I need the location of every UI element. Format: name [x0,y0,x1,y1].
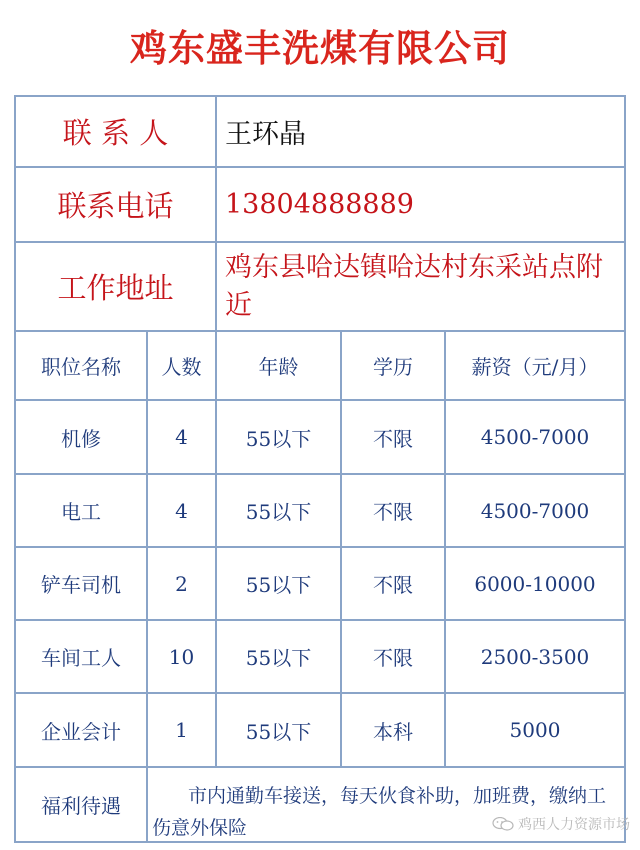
table-row-position: 企业会计 [41,719,121,744]
watermark-text: 鸡西人力资源市场 [518,817,630,833]
table-row-position: 机修 [61,426,101,451]
source-watermark [492,814,630,834]
table-row-salary: 4500-7000 [480,425,590,449]
header-count: 人数 [161,355,202,379]
header-age: 年龄 [258,355,299,379]
header-salary: 薪资（元/月） [471,355,599,379]
table-row-salary: 6000-10000 [474,571,596,596]
table-row-age: 55以下 [245,646,312,670]
table-row-count: 4 [175,425,188,449]
header-education: 学历 [373,355,413,379]
table-row-position: 车间工人 [41,646,121,670]
table-row-age: 55以下 [245,719,312,744]
table-row-salary: 5000 [509,718,561,742]
table-row-count: 4 [175,498,188,523]
table-row-education: 不限 [373,646,413,670]
table-row-age: 55以下 [245,426,312,451]
table-row-education: 不限 [373,426,413,451]
wechat-icon [492,817,514,831]
address-label: 工作地址 [57,271,174,305]
table-row-education: 本科 [373,719,413,744]
company-title: 鸡东盛丰洗煤有限公司 [130,27,510,70]
table-row-count: 10 [168,644,195,669]
grid-line [624,95,626,843]
table-row-salary: 2500-3500 [480,644,590,669]
header-position: 职位名称 [41,355,121,379]
table-row-salary: 4500-7000 [480,498,590,523]
phone-value: 13804888889 [225,188,414,220]
table-row-education: 不限 [373,500,413,524]
contact-person-label: 联 系 人 [62,116,169,150]
table-row-count: 2 [175,571,188,596]
recruitment-table [14,95,626,843]
table-row-position: 铲车司机 [41,573,121,597]
table-row-age: 55以下 [245,573,312,597]
address-value: 鸡东县哈达镇哈达村东采站点附近 [225,251,603,321]
benefits-value: 市内通勤车接送，每天伙食补助，加班费，缴纳工伤意外保险 [152,785,607,839]
benefits-label: 福利待遇 [41,794,121,818]
table-row-count: 1 [175,718,188,742]
table-row-education: 不限 [373,573,413,597]
table-row-position: 电工 [61,500,101,524]
phone-label: 联系电话 [57,189,174,223]
table-row-age: 55以下 [245,500,312,524]
contact-person-value: 王环晶 [225,119,306,150]
